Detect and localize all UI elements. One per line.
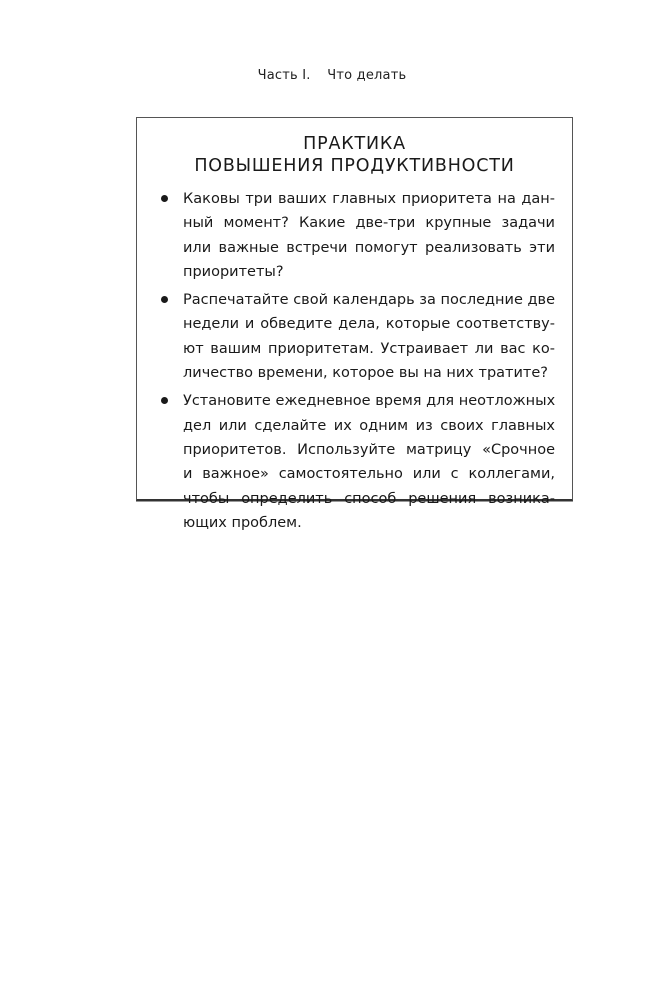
list-item-line: Каковы три ваших главных приоритета на дан- (183, 191, 555, 207)
list-item-line: Установите ежедневное время для неотложных (183, 393, 556, 410)
running-head (0, 68, 664, 83)
list-item-line: приоритетов. Используйте матрицу «Срочное (183, 441, 555, 458)
list-item-line: ют вашим приоритетам. Устраивает ли вас ко- (183, 340, 555, 357)
practice-list-item-1 (137, 187, 572, 284)
list-item-line: чтобы определить способ решения возника- (183, 490, 555, 507)
list-item-line: или важные встречи помогут реализовать эти (183, 239, 555, 256)
list-item-line: ющих проблем. (183, 514, 302, 531)
list-item-line: ный момент? Какие две-три крупные задачи (183, 215, 555, 232)
practice-box-title-line-2: ПОВЫШЕНИЯ ПРОДУКТИВНОСТИ (194, 156, 515, 176)
bullet-icon (161, 195, 168, 202)
list-item-line: личество времени, которое вы на них тратите? (183, 365, 548, 382)
running-head-part: Часть I. (257, 68, 311, 83)
practice-box (136, 117, 573, 531)
practice-box-title-line-1: ПРАКТИКА (303, 134, 406, 154)
practice-list (137, 187, 572, 539)
list-item-line: приоритеты? (183, 263, 284, 280)
practice-list-item-3 (137, 389, 572, 535)
practice-box-title (137, 133, 572, 177)
list-item-line: недели и обведите дела, которые соответству- (183, 316, 555, 333)
list-item-line: дел или сделайте их одним из своих главных (183, 417, 555, 434)
practice-list-item-2 (137, 288, 572, 385)
list-item-line: и важное» самостоятельно или с коллегами, (183, 466, 555, 483)
running-head-chapter: Что делать (327, 68, 407, 83)
bullet-icon (161, 296, 168, 303)
bullet-icon (161, 397, 168, 404)
list-item-line: Распечатайте свой календарь за последние две (183, 292, 555, 309)
